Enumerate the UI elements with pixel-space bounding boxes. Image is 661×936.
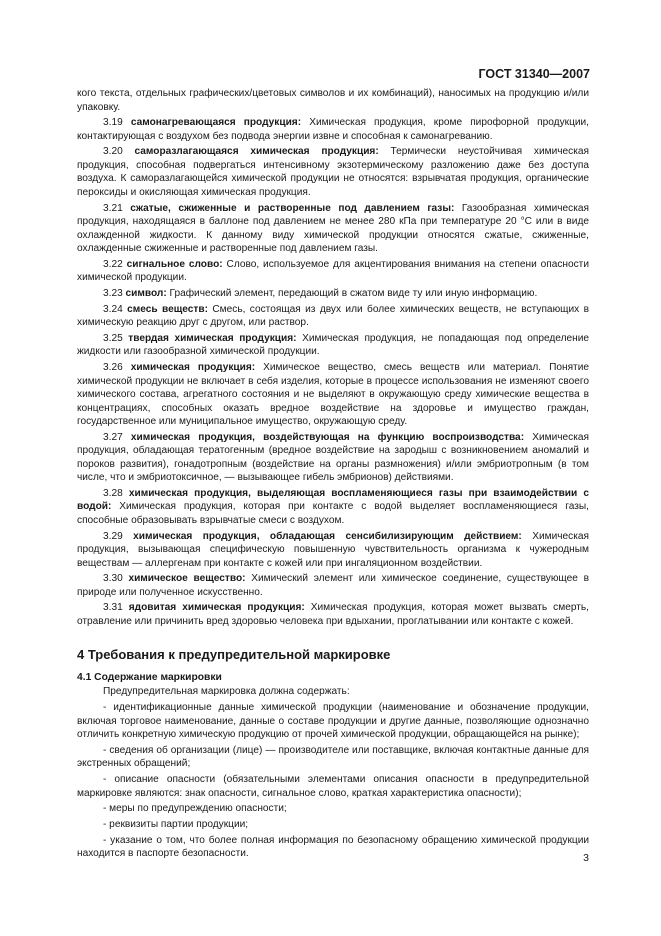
definition-item [77,601,589,628]
definition-item [77,116,589,143]
document-body [77,87,589,863]
page-number: 3 [583,852,589,864]
requirement-item: - указание о том, что более полная информация по безопасному обращению химической продукции находится в паспорте безопасности. [77,834,589,860]
definition-text: Химическая продукция, которая при контакте с водой выделяет воспламеняющиеся газы, способные образовывать взрывчатые смеси с воздухом. [77,501,589,526]
definition-number: 3.24 [103,303,123,315]
definition-text: Химическая продукция, кроме пирофорной продукции, контактирующая с воздухом без подвода энергии извне и способная к самонагреванию. [77,117,589,142]
definition-number: 3.31 [103,602,123,614]
definition-item [77,572,589,599]
definition-number: 3.27 [103,431,123,443]
definition-item [77,361,589,429]
definition-number: 3.26 [103,362,123,373]
definition-item [77,287,589,301]
definition-term: символ: [125,287,167,299]
definition-text: Смесь, состоящая из двух или более химических веществ, не вступающих в химическую реакцию друг с другом, или раствор. [77,303,589,329]
definition-number: 3.30 [103,573,123,585]
definition-term: твердая химическая продукция: [128,332,297,344]
definition-number: 3.20 [103,146,123,158]
definition-term: химическая продукция: [130,362,256,373]
definition-text: Химическое вещество, смесь веществ или материал. Понятие химической продукции не включает в себя изделия, которые в процессе использования не изменяют своего химического состава, агрегатного состояния и не выделяют в окружающую среду химические вещества в концентрациях, способных оказать вредное воздействие на здоровье и имущество граждан, государственное или муниципальное имущество, окружающую среду. [77,362,589,427]
definition-text: Химическая продукция, вызывающая специфическую повышенную чувствительность организма к чужеродным веществам — аллергенам при контакте с кожей или при ингаляционном воздействии. [77,530,589,569]
requirement-item: - описание опасности (обязательными элементами описания опасности в предупредительной маркировке являются: знак опасности, сигнальное слово, краткая характеристика опасности); [77,774,589,799]
definition-item [77,332,589,359]
definition-term: химическая продукция, обладающая сенсибилизирующим действием: [133,530,522,542]
definition-number: 3.29 [103,530,123,542]
definition-text: Графический элемент, передающий в сжатом виде ту или иную информацию. [169,287,538,299]
definition-number: 3.28 [103,487,123,499]
definition-term: самонагревающаяся продукция: [130,117,302,129]
requirement-item: - идентификационные данные химической продукции (наименование и обозначение продукции, включая торговое наименование, данные о составе продукции и другие данные, позволяющие однозначно отличить конкретную химическую продукцию от прочей химической продукции, обращающейся на рынке); [77,702,589,741]
definition-item [77,258,589,285]
definition-text: Химическая продукция, которая может вызвать смерть, отравление или причинить вред здоровью человека при вдыхании, проглатывании или контакте с кожей. [77,602,589,627]
definition-term: смесь веществ: [127,303,208,315]
section-4-heading: 4 Требования к предупредительной маркировке [77,647,391,663]
definition-number: 3.23 [103,287,123,299]
lead-paragraph: кого текста, отдельных графических/цветовых символов и их комбинаций), наносимых на продукцию и/или упаковку. [77,88,589,113]
section-intro: Предупредительная маркировка должна содержать: [103,686,350,698]
definition-term: сигнальное слово: [126,258,223,270]
definition-term: сжатые, сжиженные и растворенные под давлением газы: [130,202,455,214]
definition-number: 3.19 [103,117,123,129]
subsection-4-1-heading: 4.1 Содержание маркировки [77,671,222,683]
definition-number: 3.22 [103,258,123,270]
definition-item [77,145,589,199]
definition-item [77,202,589,256]
definition-text: Газообразная химическая продукция, находящаяся в баллоне под давлением не менее 280 кПа при температуре 20 °С или в виде охлажденной жидкости. К данному виду химической продукции относятся сжатые, сжиженные, охлажденные сжиженные и растворенные под давлением газы. [77,202,589,255]
definitions-list [77,116,589,628]
definition-term: ядовитая химическая продукция: [128,602,305,614]
definition-text: Химическая продукция, не попадающая под определение жидкости или газообразной химической продукции. [77,332,589,358]
requirement-item: - сведения об организации (лице) — производителе или поставщике, включая контактные данные для экстренных обращений; [77,744,589,770]
requirements-list [77,701,589,860]
definition-term: химическое вещество: [128,573,246,585]
definition-item [77,431,589,485]
definition-text: Химический элемент или химическое соединение, существующее в природе или полученное искусственно. [77,573,589,598]
definition-number: 3.21 [103,202,123,214]
definition-item [77,303,589,330]
definition-text: Химическая продукция, обладающая тератогенным (вредное воздействие на зародыш с возникновением аномалий и пороков развития), гонадотропным (воздействие на органы размножения) и/или эмбриотропным (в том числе, что и эмбриотоксичное, — вызывающее гибель эмбрионов) действиями. [77,431,589,484]
definition-text: Термически неустойчивая химическая продукция, способная подвергаться интенсивному экзотермическому разложению даже без доступа воздуха. К саморазлагающейся химической продукции не относятся: взрывчатая продукция, органические пероксиды и окисляющая химическая продукция. [77,146,589,198]
definition-text: Слово, используемое для акцентирования внимания на степени опасности химической продукции. [77,258,589,284]
definition-term: саморазлагающаяся химическая продукция: [134,146,379,158]
standard-code-header: ГОСТ 31340—2007 [478,67,590,81]
definition-item [77,487,589,528]
definition-item [77,530,589,571]
requirement-item: - реквизиты партии продукции; [103,818,249,830]
definition-term: химическая продукция, воздействующая на функцию воспроизводства: [130,431,525,443]
definition-term: химическая продукция, выделяющая воспламеняющиеся газы при взаимодействии с водой: [77,487,589,513]
requirement-item: - меры по предупреждению опасности; [103,803,287,815]
definition-number: 3.25 [103,332,123,344]
